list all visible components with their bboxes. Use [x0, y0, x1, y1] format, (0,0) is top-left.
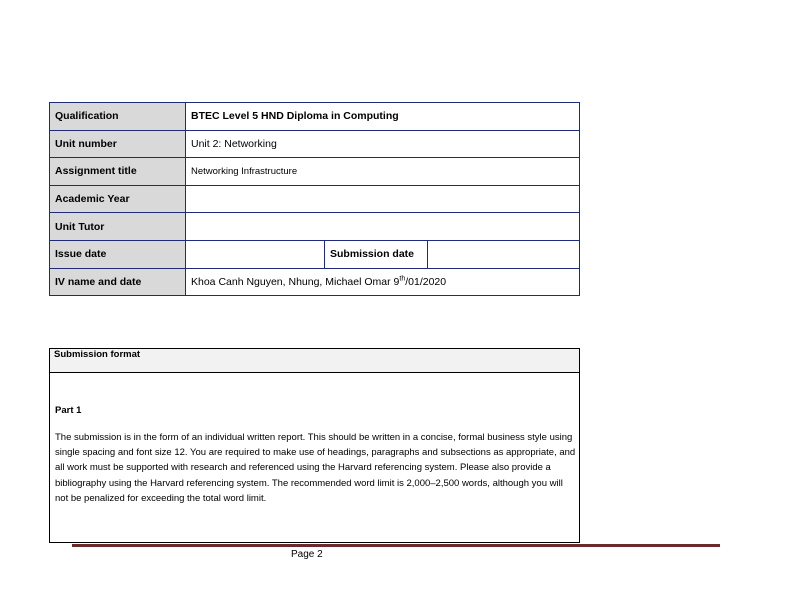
- iv-date-ordinal: th: [399, 275, 406, 283]
- unit-number-value: Unit 2: Networking: [186, 130, 580, 158]
- part-1-title: Part 1: [55, 405, 82, 416]
- submission-format-header: Submission format: [50, 349, 579, 373]
- issue-date-value: [186, 240, 325, 268]
- table-row: [50, 240, 580, 268]
- assignment-title-value: Networking Infrastructure: [186, 158, 580, 186]
- iv-name-main: Khoa Canh Nguyen, Nhung, Michael Omar 9: [191, 275, 400, 288]
- table-row: [50, 158, 580, 186]
- table-row: [50, 103, 580, 131]
- unit-tutor-value: [186, 213, 580, 241]
- submission-date-label: Submission date: [325, 240, 428, 268]
- table-row: [50, 268, 580, 296]
- qualification-label: Qualification: [50, 103, 186, 131]
- table-row: [50, 213, 580, 241]
- assignment-info-table: [49, 102, 580, 296]
- part-1-text: The submission is in the form of an individual written report. This should be written in a concise, formal business style using single spacing and font size 12. You are required to make use of headings, paragraphs and subsections as appropriate, and all work must be supported with research and referenced using the Harvard referencing system. Please also provide a bibliography using the Harvard referencing system. The recommended word limit is 2,000–2,500 words, although you will not be penalized for exceeding the total word limit.: [55, 432, 576, 504]
- submission-format-box: [49, 348, 580, 543]
- iv-name-value: [186, 268, 580, 296]
- submission-date-value: [428, 240, 580, 268]
- iv-name-label: IV name and date: [50, 268, 186, 296]
- issue-date-label: Issue date: [50, 240, 186, 268]
- table-row: [50, 130, 580, 158]
- academic-year-value: [186, 185, 580, 213]
- unit-tutor-label: Unit Tutor: [50, 213, 186, 241]
- unit-number-label: Unit number: [50, 130, 186, 158]
- page-number: Page 2: [291, 549, 323, 560]
- academic-year-label: Academic Year: [50, 185, 186, 213]
- assignment-title-label: Assignment title: [50, 158, 186, 186]
- iv-date-tail: /01/2020: [405, 275, 447, 288]
- qualification-value: BTEC Level 5 HND Diploma in Computing: [186, 103, 580, 131]
- table-row: [50, 185, 580, 213]
- footer-divider: [72, 544, 720, 547]
